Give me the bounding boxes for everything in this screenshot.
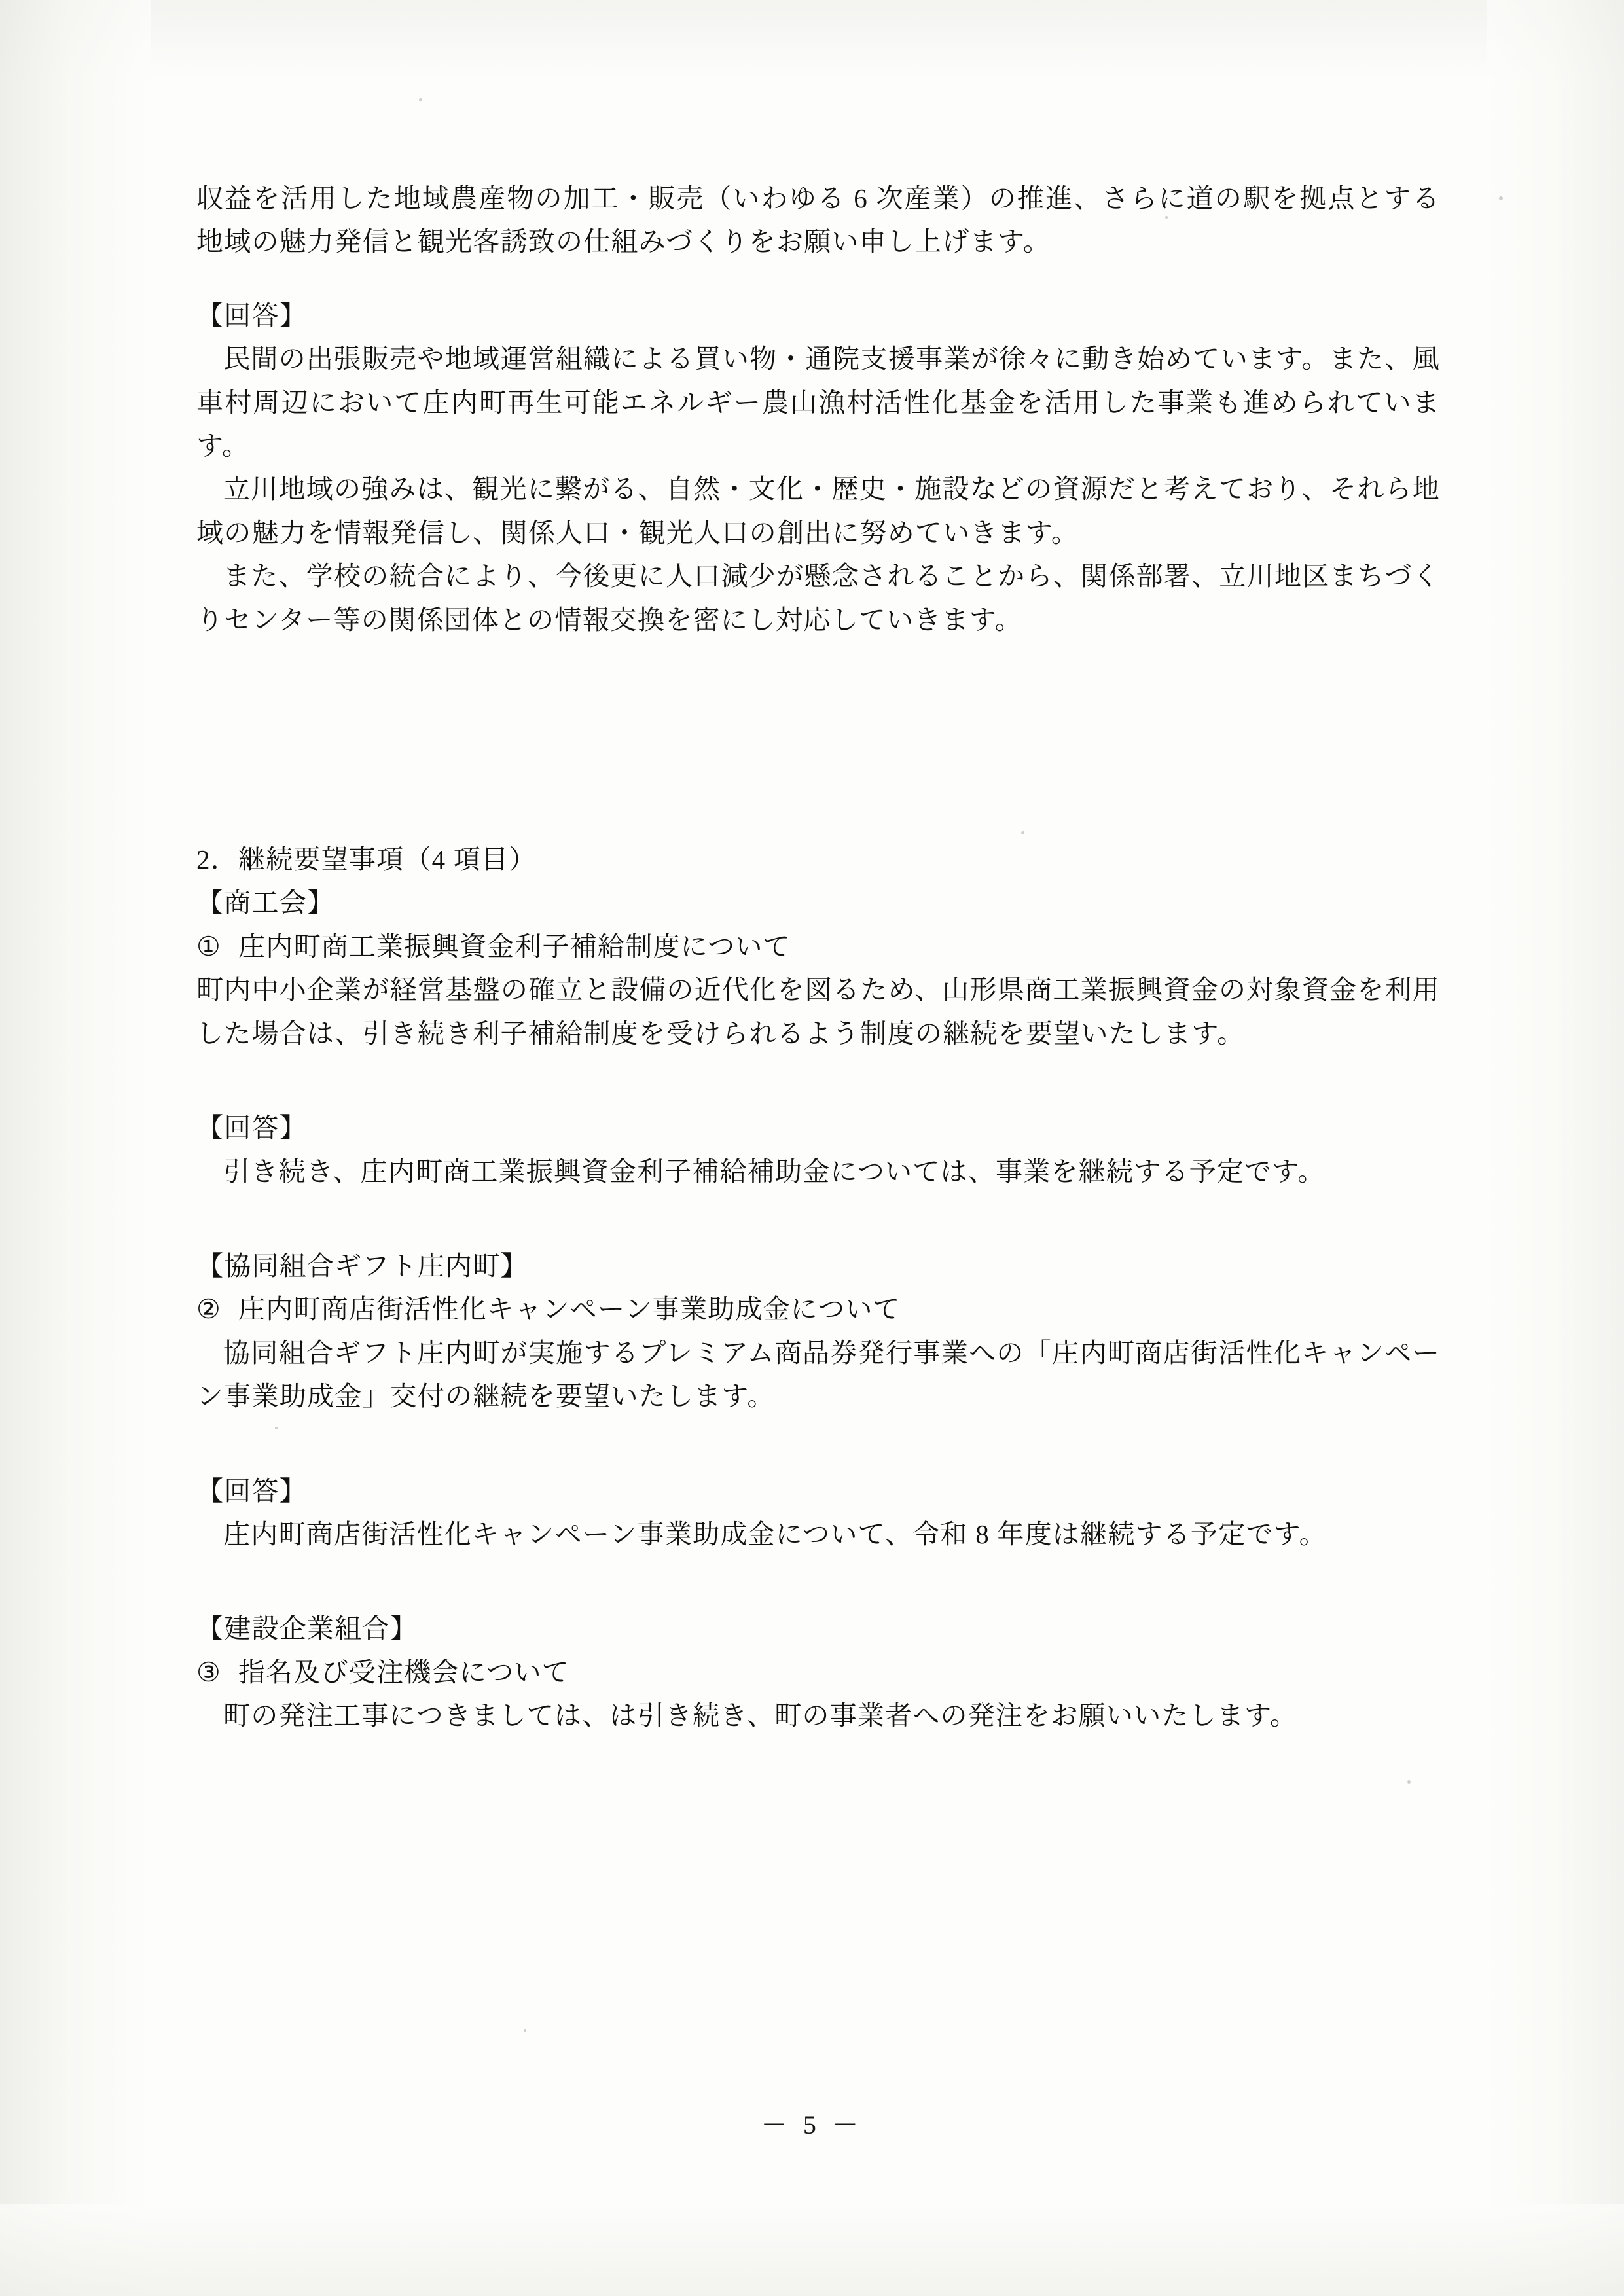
scan-edge-bottom	[0, 2204, 1624, 2296]
item-3-number: ③	[196, 1657, 221, 1687]
answer-1-paragraph-3: また、学校の統合により、今後更に人口減少が懸念されることから、関係部署、立川地区まちづくりセンター等の関係団体との情報交換を密にし対応していきます。	[196, 561, 1440, 635]
scan-edge-left	[0, 0, 151, 2296]
scan-speck	[524, 2029, 526, 2032]
item-2-title: 庄内町商店街活性化キャンペーン事業助成金について	[238, 1294, 901, 1325]
answer-2-body: 引き続き、庄内町商工業振興資金利子補給補助金については、事業を継続する予定です。	[223, 1156, 1326, 1187]
section-2-heading: 2．継続要望事項（4 項目）	[196, 844, 537, 875]
scan-edge-top	[0, 0, 1624, 79]
scan-speck	[419, 98, 422, 101]
organization-label-1: 【商工会】	[196, 888, 335, 918]
item-1-heading	[196, 925, 1440, 968]
scan-edge-right	[1487, 0, 1624, 2296]
item-3-title: 指名及び受注機会について	[238, 1657, 569, 1687]
document-body	[196, 177, 1440, 1738]
page-number: － 5 －	[761, 2110, 863, 2140]
item-2-body: 協同組合ギフト庄内町が実施するプレミアム商品券発行事業への「庄内町商店街活性化キャンペーン事業助成金」交付の継続を要望いたします。	[196, 1337, 1440, 1412]
item-1-body: 町内中小企業が経営基盤の確立と設備の近代化を図るため、山形県商工業振興資金の対象資金を利用した場合は、引き続き利子補給制度を受けられるよう制度の継続を要望いたします。	[196, 975, 1440, 1049]
organization-label-3: 【建設企業組合】	[196, 1613, 418, 1644]
answer-1-paragraph-1: 民間の出張販売や地域運営組織による買い物・通院支援事業が徐々に動き始めています。また、風車村周辺において庄内町再生可能エネルギー農山漁村活性化基金を活用した事業も進められています。	[196, 344, 1440, 461]
answer-label-2: 【回答】	[196, 1113, 307, 1143]
organization-label-2: 【協同組合ギフト庄内町】	[196, 1250, 528, 1281]
answer-label-1: 【回答】	[196, 300, 307, 331]
item-3-body: 町の発注工事につきましては、は引き続き、町の事業者への発注をお願いいたします。	[223, 1700, 1298, 1731]
scan-speck	[1499, 196, 1503, 200]
item-2-heading	[196, 1287, 1440, 1331]
answer-3-body: 庄内町商店街活性化キャンペーン事業助成金について、令和 8 年度は継続する予定です。	[223, 1518, 1327, 1549]
answer-label-3: 【回答】	[196, 1475, 307, 1506]
item-1-title: 庄内町商工業振興資金利子補給制度について	[238, 931, 791, 961]
item-1-number: ①	[196, 931, 221, 961]
scan-speck	[1407, 1780, 1411, 1784]
item-2-number: ②	[196, 1294, 221, 1325]
paragraph-intro-continued: 収益を活用した地域農産物の加工・販売（いわゆる 6 次産業）の推進、さらに道の駅を拠点とする地域の魅力発信と観光客誘致の仕組みづくりをお願い申し上げます。	[196, 183, 1440, 257]
item-3-heading	[196, 1651, 1440, 1694]
answer-1-paragraph-2: 立川地域の強みは、観光に繋がる、自然・文化・歴史・施設などの資源だと考えており、それら地域の魅力を情報発信し、関係人口・観光人口の創出に努めていきます。	[196, 474, 1440, 548]
